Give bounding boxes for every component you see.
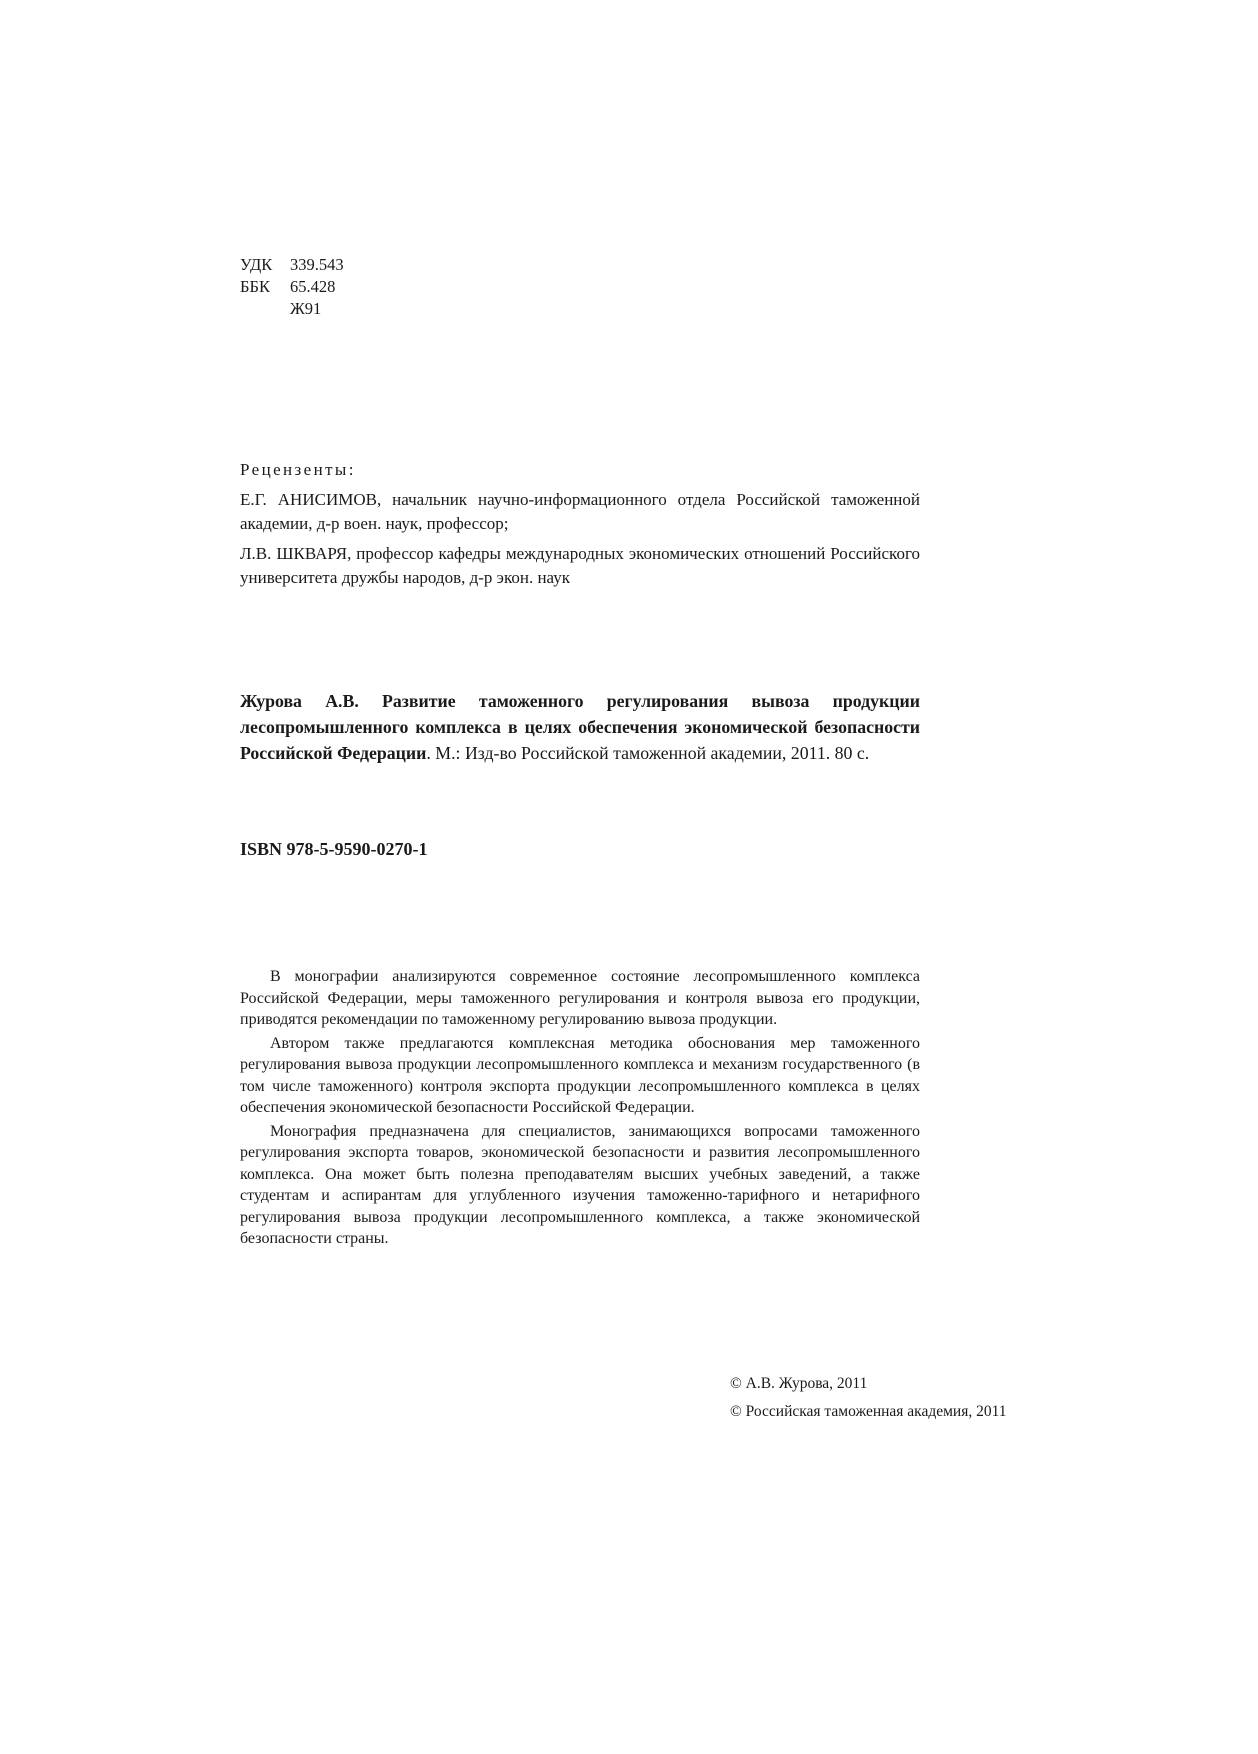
copyright-line: © А.В. Журова, 2011 bbox=[730, 1375, 868, 1392]
reviewer-entry: Е.Г. АНИСИМОВ, начальник научно-информационного отдела Российской таможенной академии, д-р воен. наук, профессор; bbox=[240, 490, 920, 533]
bibliographic-record bbox=[240, 688, 920, 766]
abstract-paragraph: Автором также предлагаются комплексная методика обоснования мер таможенного регулирования вывоза продукции лесопромышленного комплекса и механизм государственного (в том числе таможенного) контроля экспорта продукции лесопромышленного комплекса в целях обеспечения экономической безопасности Российской Федерации. bbox=[240, 1034, 920, 1116]
classification-value: Ж91 bbox=[290, 299, 322, 318]
classification-row-bbk bbox=[240, 276, 344, 298]
reviewers-heading: Рецензенты: bbox=[240, 460, 356, 479]
classification-key bbox=[240, 298, 290, 320]
biblio-author-title: Журова А.В. Развитие таможенного регулирования вывоза продукции лесопромышленного комплекса в целях обеспечения экономической безопасности Российской Федерации bbox=[240, 691, 920, 763]
abstract bbox=[240, 966, 920, 1252]
classification-key: УДК bbox=[240, 255, 273, 274]
classification-value: 339.543 bbox=[290, 255, 344, 274]
isbn: ISBN 978-5-9590-0270-1 bbox=[240, 839, 428, 859]
abstract-paragraph: Монография предназначена для специалистов, занимающихся вопросами таможенного регулирования экспорта товаров, экономической безопасности и развития лесопромышленного комплекса. Она может быть полезна преподавателям высших учебных заведений, а также студентам и аспирантам для углубленного изучения таможенно-тарифного и нетарифного регулирования вывоза продукции лесопромышленного комплекса, а также экономической безопасности страны. bbox=[240, 1122, 920, 1247]
copyright-line: © Российская таможенная академия, 2011 bbox=[730, 1403, 1007, 1420]
abstract-paragraph: В монографии анализируются современное состояние лесопромышленного комплекса Российской Федерации, меры таможенного регулирования и контроля вывоза его продукции, приводятся рекомендации по таможенному регулированию вывоза продукции. bbox=[240, 968, 920, 1028]
copyright-block bbox=[730, 1370, 1007, 1426]
reviewer-entry: Л.В. ШКВАРЯ, профессор кафедры международных экономических отношений Российского университета дружбы народов, д-р экон. наук bbox=[240, 544, 920, 587]
biblio-imprint: . М.: Изд-во Российской таможенной академии, 2011. 80 с. bbox=[426, 743, 870, 763]
classification-value: 65.428 bbox=[290, 277, 336, 296]
reviewers-section bbox=[240, 458, 920, 596]
classification-row-udk bbox=[240, 254, 344, 276]
classification-key: ББК bbox=[240, 277, 270, 296]
classification-block bbox=[240, 254, 344, 320]
classification-row-author-mark bbox=[240, 298, 344, 320]
